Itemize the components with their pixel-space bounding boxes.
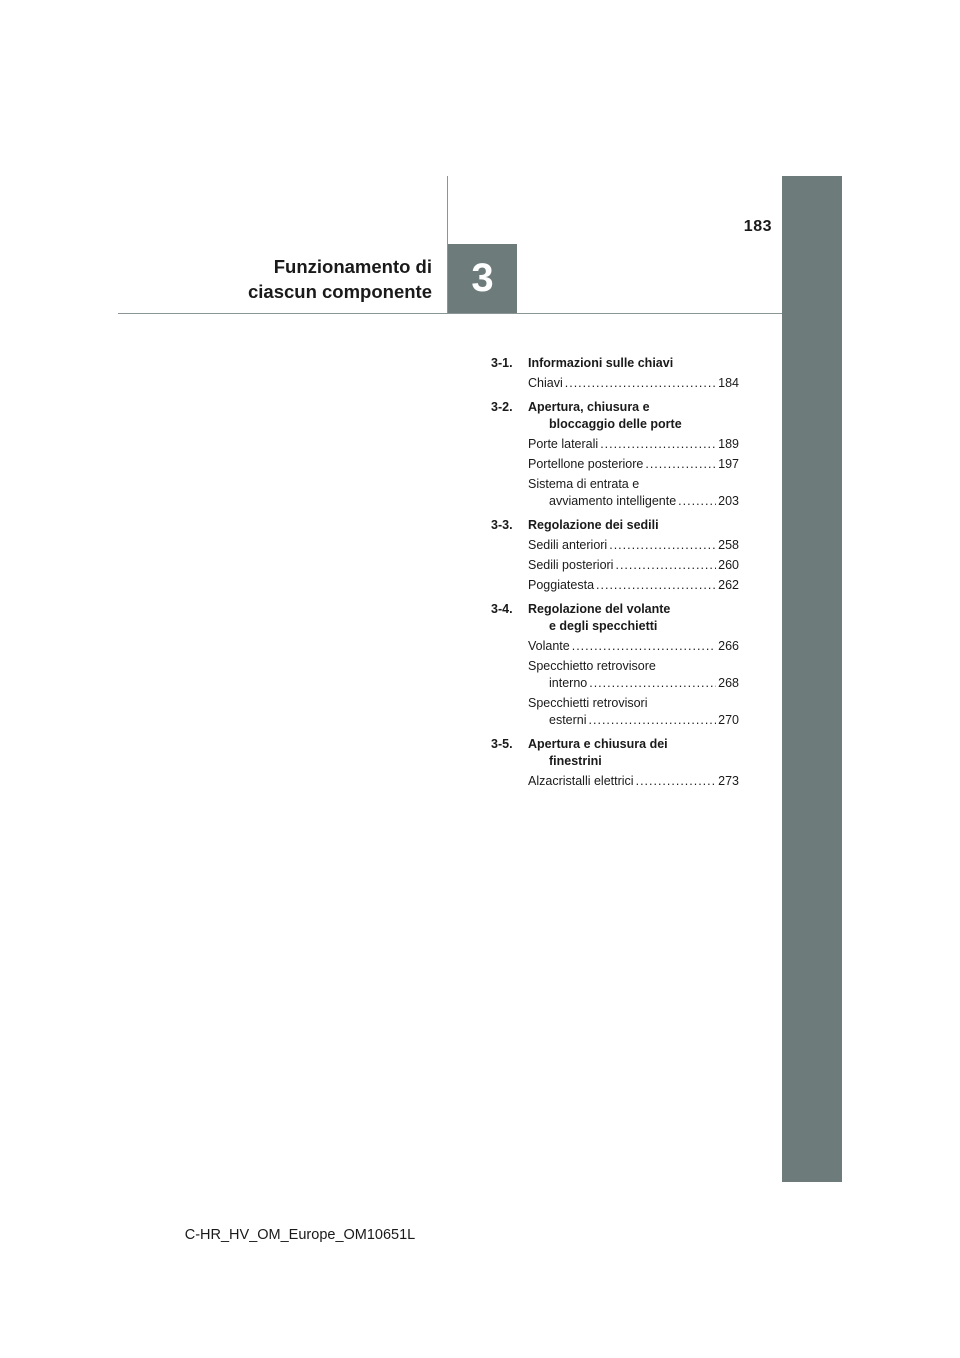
page-number: 183 xyxy=(743,218,772,235)
entry-title: Sedili posteriori xyxy=(528,558,614,572)
section-title-line1: Regolazione del volante xyxy=(528,602,671,616)
entry-page: 197 xyxy=(718,457,739,471)
section-title-line1: Apertura, chiusura e xyxy=(528,400,650,414)
entry-title: Chiavi xyxy=(528,376,563,390)
toc-entry-specchietto-interno[interactable] xyxy=(528,658,739,692)
toc-entry-sistema-entrata[interactable] xyxy=(528,476,739,510)
section-number: 3-2. xyxy=(491,400,513,414)
entry-title: Sedili anteriori xyxy=(528,538,608,552)
leader-dots xyxy=(600,436,716,453)
entry-title: Porte laterali xyxy=(528,437,599,451)
leader-dots xyxy=(565,375,716,392)
leader-dots xyxy=(645,456,716,473)
leader-dots xyxy=(615,557,716,574)
section-title-line1: Informazioni sulle chiavi xyxy=(528,356,674,370)
entry-page: 262 xyxy=(718,578,739,592)
toc-section-3-5 xyxy=(491,736,739,770)
entry-title-line2: esterni xyxy=(549,713,587,727)
toc-entry-sedili-posteriori[interactable] xyxy=(528,557,739,574)
toc-entry-chiavi[interactable] xyxy=(528,375,739,392)
chapter-number: 3 xyxy=(471,256,494,300)
entry-page: 270 xyxy=(718,713,739,727)
leader-dots xyxy=(678,493,716,510)
section-title-line2: finestrini xyxy=(549,754,602,768)
leader-dots xyxy=(589,675,716,692)
toc-entry-alzacristalli[interactable] xyxy=(528,773,739,790)
chapter-title-line2: ciascun componente xyxy=(247,281,432,302)
toc-entry-volante[interactable] xyxy=(528,638,739,655)
entry-title: Volante xyxy=(528,639,570,653)
toc-section-3-4 xyxy=(491,601,739,635)
entry-page: 203 xyxy=(718,494,739,508)
entry-title: Poggiatesta xyxy=(528,578,595,592)
entry-title-line1: Sistema di entrata e xyxy=(528,477,640,491)
document-id-footer: C-HR_HV_OM_Europe_OM10651L xyxy=(184,1227,416,1243)
section-title-line1: Regolazione dei sedili xyxy=(528,518,659,532)
toc-section-3-2 xyxy=(491,399,739,433)
header-horizontal-rule xyxy=(118,313,782,314)
chapter-title xyxy=(200,254,432,304)
entry-page: 184 xyxy=(718,376,739,390)
section-title-line2: bloccaggio delle porte xyxy=(549,417,682,431)
entry-page: 189 xyxy=(718,437,739,451)
entry-page: 268 xyxy=(718,676,739,690)
chapter-title-line1: Funzionamento di xyxy=(273,256,432,277)
toc-entry-poggiatesta[interactable] xyxy=(528,577,739,594)
entry-title-line1: Specchietti retrovisori xyxy=(528,696,648,710)
chapter-number-box xyxy=(448,244,517,313)
toc-entry-sedili-anteriori[interactable] xyxy=(528,537,739,554)
entry-title-line2: avviamento intelligente xyxy=(549,494,677,508)
section-number: 3-1. xyxy=(491,356,513,370)
section-title-line1: Apertura e chiusura dei xyxy=(528,737,668,751)
section-title xyxy=(528,736,739,770)
leader-dots xyxy=(609,537,716,554)
section-title xyxy=(528,355,739,372)
toc-section-3-1 xyxy=(491,355,739,372)
chapter-side-tab xyxy=(782,176,842,1182)
section-number: 3-3. xyxy=(491,518,513,532)
leader-dots xyxy=(596,577,716,594)
toc-section-3-3 xyxy=(491,517,739,534)
section-title xyxy=(528,399,739,433)
section-number: 3-5. xyxy=(491,737,513,751)
toc-entry-porte-laterali[interactable] xyxy=(528,436,739,453)
section-title xyxy=(528,517,739,534)
entry-title: Alzacristalli elettrici xyxy=(528,774,634,788)
entry-page: 258 xyxy=(718,538,739,552)
section-title-line2: e degli specchietti xyxy=(549,619,658,633)
entry-page: 266 xyxy=(718,639,739,653)
section-title xyxy=(528,601,739,635)
entry-page: 260 xyxy=(718,558,739,572)
entry-title-line1: Specchietto retrovisore xyxy=(528,659,656,673)
toc-entry-specchietti-esterni[interactable] xyxy=(528,695,739,729)
entry-title: Portellone posteriore xyxy=(528,457,644,471)
leader-dots xyxy=(572,638,716,655)
section-number: 3-4. xyxy=(491,602,513,616)
table-of-contents xyxy=(491,355,739,790)
entry-title-line2: interno xyxy=(549,676,588,690)
entry-page: 273 xyxy=(718,774,739,788)
leader-dots xyxy=(636,773,717,790)
toc-entry-portellone-posteriore[interactable] xyxy=(528,456,739,473)
leader-dots xyxy=(589,712,717,729)
